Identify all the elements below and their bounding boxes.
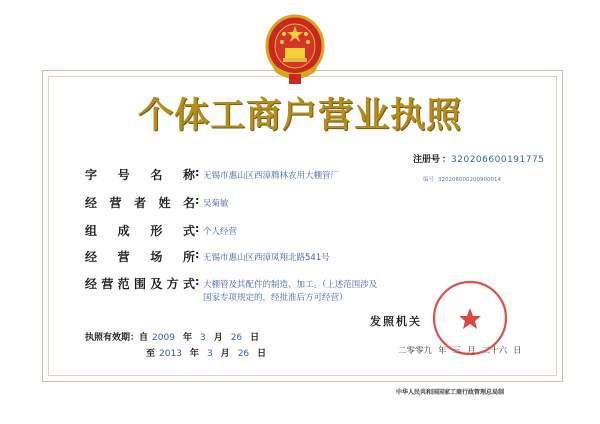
- issuing-agency-footer: 中华人民共和国国家工商行政管理总局制: [396, 389, 505, 396]
- issuing-authority-label: 发照机关: [370, 315, 422, 328]
- field-row-operator: 经营者姓名: 吴菊敏: [85, 194, 229, 210]
- serial-value: 320206000200900014: [438, 177, 502, 183]
- business-scope-value: 大棚管及其配件的制造、加工。（上述范围涉及国家专项规定的，经批准后方可经营）: [203, 280, 378, 303]
- national-emblem-icon: [263, 12, 327, 86]
- field-value: 无锡市惠山区西漳凤翔北路541号: [203, 253, 330, 263]
- field-row-form: 组 成 形 式: 个人经营: [85, 222, 238, 238]
- validity-from: 执照有效期：自 2009 年 3 月 26 日: [85, 333, 260, 343]
- field-label: 经营者姓名: [85, 196, 195, 210]
- field-label: 字 号 名 称: [85, 168, 195, 182]
- field-value: 个人经营: [203, 227, 238, 237]
- validity-label: 执照有效期：: [85, 333, 140, 343]
- field-row-scope: 经营范围及方式:: [85, 275, 200, 291]
- field-value: 吴菊敏: [203, 199, 229, 209]
- serial-label: 编号: [423, 177, 435, 183]
- certificate-title: 个体工商户营业执照: [137, 95, 462, 136]
- field-row-address: 经 营 场 所: 无锡市惠山区西漳凤翔北路541号: [85, 248, 330, 264]
- validity-to: 至 2013 年 3 月 26 日: [146, 349, 267, 359]
- issue-date: 二零零九 年 三 月 二十六 日: [398, 346, 522, 356]
- registration-number: 注册号 ：320206600191775: [413, 155, 545, 165]
- registration-label: 注册号: [413, 155, 441, 165]
- field-label: 组 成 形 式: [85, 224, 195, 238]
- field-label: 经 营 场 所: [85, 250, 195, 264]
- field-value: 无锡市惠山区西漳腾林农用大棚管厂: [203, 171, 340, 181]
- field-label: 经营范围及方式: [85, 277, 195, 291]
- certificate-serial: [423, 175, 501, 183]
- field-row-name: 字 号 名 称: 无锡市惠山区西漳腾林农用大棚管厂: [85, 166, 340, 182]
- registration-value: 320206600191775: [451, 155, 545, 165]
